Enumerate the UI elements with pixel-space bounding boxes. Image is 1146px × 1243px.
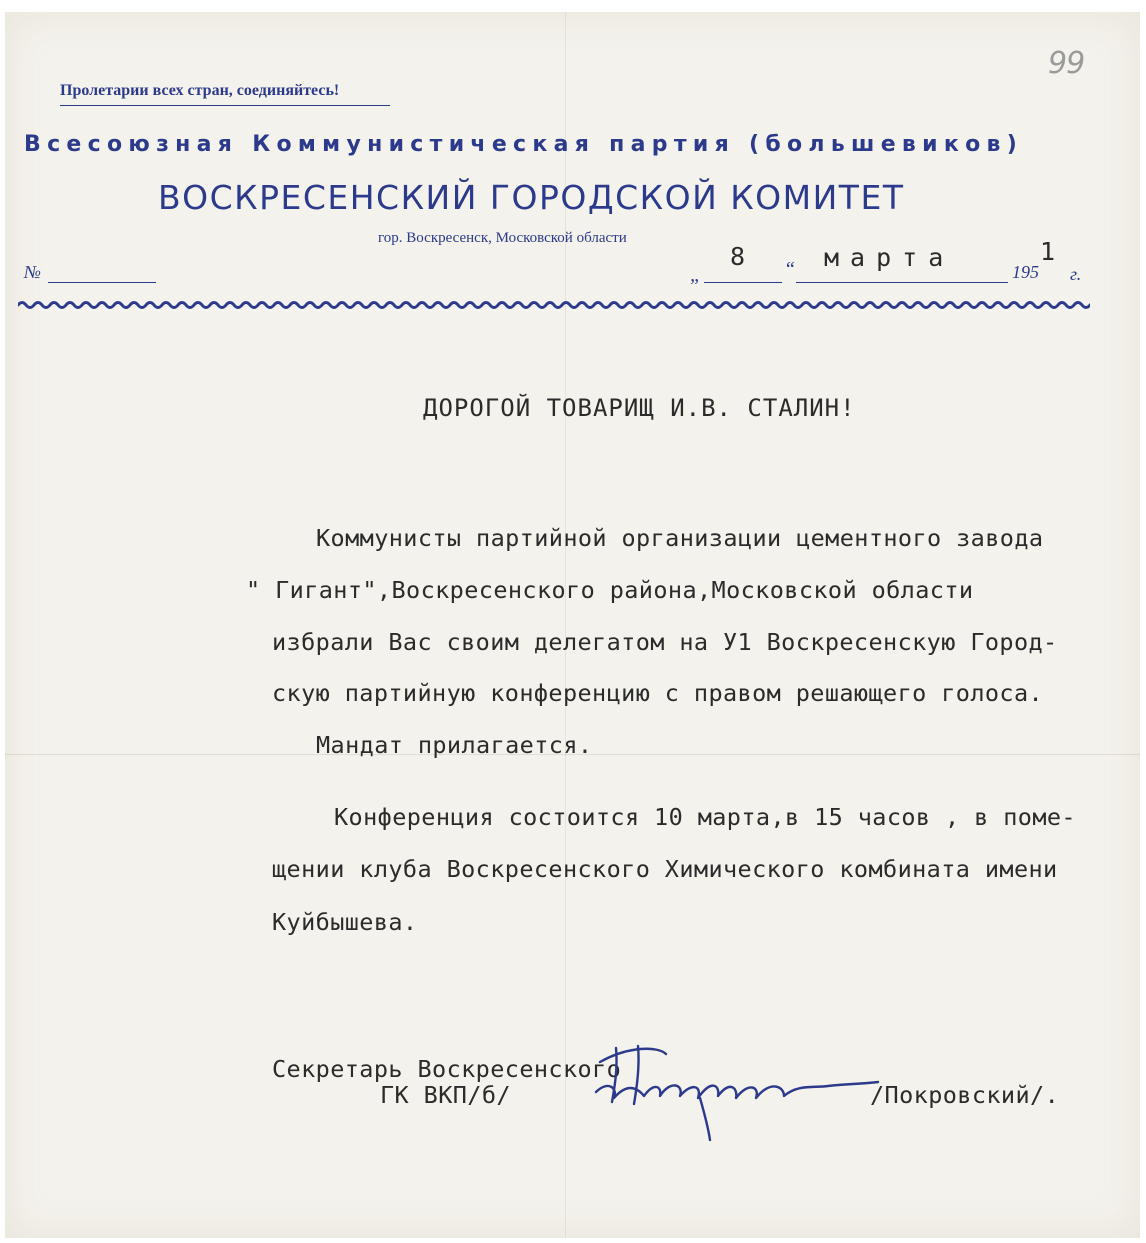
date-day: 8 xyxy=(730,242,746,271)
date-year-digit: 1 xyxy=(1040,237,1056,266)
day-blank-line xyxy=(704,282,782,283)
year-prefix: 195 xyxy=(1012,262,1039,282)
letter-line: Мандат прилагается. xyxy=(316,731,593,759)
committee-name: ВОСКРЕСЕНСКИЙ ГОРОДСКОЙ КОМИТЕТ xyxy=(158,178,905,217)
archive-number: 99 xyxy=(1048,46,1085,81)
signer-title-line1: Секретарь Воскресенского xyxy=(272,1055,622,1083)
signer-title-line2: ГК ВКП/б/ xyxy=(380,1081,511,1109)
date-month: марта xyxy=(824,243,955,272)
letter-line: избрали Вас своим делегатом на У1 Воскресенскую Город- xyxy=(272,628,1058,656)
slogan-underline xyxy=(60,105,390,106)
letter-line: щении клуба Воскресенского Химического комбината имени xyxy=(272,855,1058,883)
date-quote-open: „ xyxy=(690,264,702,286)
month-blank-line xyxy=(796,282,1008,283)
number-label: № xyxy=(24,262,41,282)
year-suffix: г. xyxy=(1070,264,1082,284)
slogan: Пролетарии всех стран, соединяйтесь! xyxy=(60,82,340,99)
letter-line: Конференция состоится 10 марта,в 15 часов , в поме- xyxy=(334,803,1076,831)
signer-name: /Покровский/. xyxy=(870,1081,1060,1109)
date-quote-close: “ xyxy=(784,258,796,280)
letter-line: Куйбышева. xyxy=(272,908,418,936)
party-name: Всесоюзная Коммунистическая партия (большевиков) xyxy=(24,132,1024,157)
city-line: гор. Воскресенск, Московской области xyxy=(378,230,627,246)
letter-line: " Гигант",Воскресенского района,Московской области xyxy=(246,576,974,604)
letter-line: скую партийную конференцию с правом решающего голоса. xyxy=(272,679,1044,707)
wavy-divider xyxy=(18,298,1090,312)
handwritten-signature xyxy=(588,1040,888,1150)
letter-line: Коммунисты партийной организации цементного завода xyxy=(316,524,1044,552)
letter-greeting: ДОРОГОЙ ТОВАРИЩ И.В. СТАЛИН! xyxy=(423,394,856,422)
number-blank-line xyxy=(48,282,156,283)
